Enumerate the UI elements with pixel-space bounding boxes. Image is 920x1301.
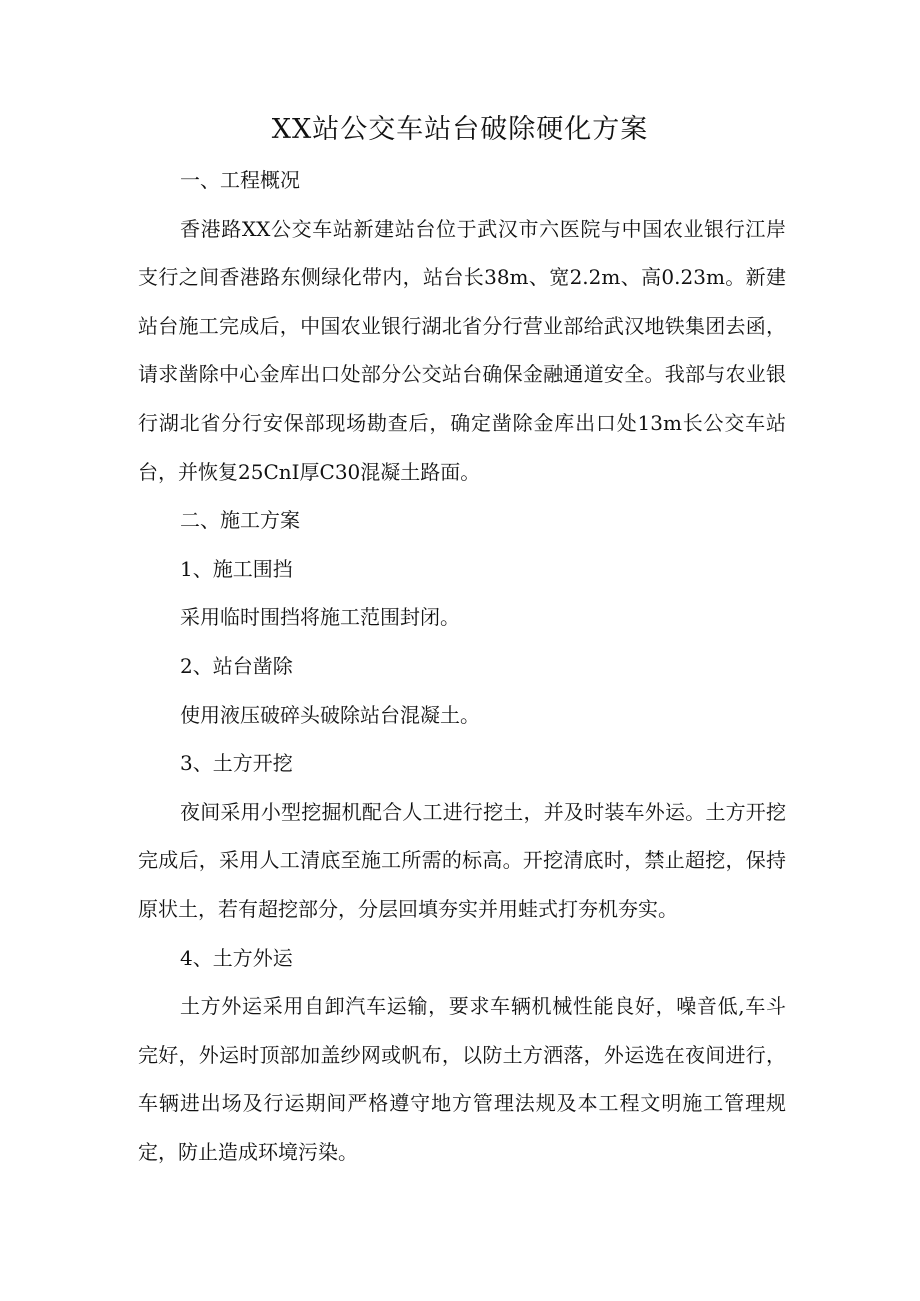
subheading-demolition: 2、站台凿除 <box>180 653 293 678</box>
paragraph-overview: 香港路XX公交车站新建站台位于武汉市六医院与中国农业银行江岸支行之间香港路东侧绿化带内，站台长38m、宽2.2m、高0.23m。新建站台施工完成后，中国农业银行湖北省分行营业部给武汉地铁集团去函，请求凿除中心金库出口处部分公交站台确保金融通道安全。我部与农业银行湖北省分行安保部现场勘查后，确定凿除金库出口处13m长公交车站台，并恢复25CnI厚C30混凝土路面。 <box>138 216 786 484</box>
paragraph-demolition: 使用液压破碎头破除站台混凝土。 <box>180 702 480 727</box>
paragraph-excavation: 夜间采用小型挖掘机配合人工进行挖土，并及时装车外运。土方开挖完成后，采用人工清底至施工所需的标高。开挖清底时，禁止超挖，保持原状土，若有超挖部分，分层回填夯实并用蛙式打夯机夯实。 <box>138 799 786 921</box>
subheading-hoarding: 1、施工围挡 <box>180 556 293 581</box>
section-heading-overview: 一、工程概况 <box>180 168 300 192</box>
subheading-excavation: 3、土方开挖 <box>180 751 293 776</box>
document-title: XX站公交车站台破除硬化方案 <box>271 114 649 145</box>
document-body <box>138 156 786 1176</box>
paragraph-transport: 土方外运采用自卸汽车运输，要求车辆机械性能良好，噪音低,车斗完好，外运时顶部加盖纱网或帆布，以防土方洒落，外运选在夜间进行，车辆进出场及行运期间严格遵守地方管理法规及本工程文明施工管理规定，防止造成环境污染。 <box>138 994 786 1164</box>
section-heading-plan: 二、施工方案 <box>180 508 300 533</box>
paragraph-hoarding: 采用临时围挡将施工范围封闭。 <box>180 605 460 630</box>
subheading-transport: 4、土方外运 <box>180 945 293 970</box>
